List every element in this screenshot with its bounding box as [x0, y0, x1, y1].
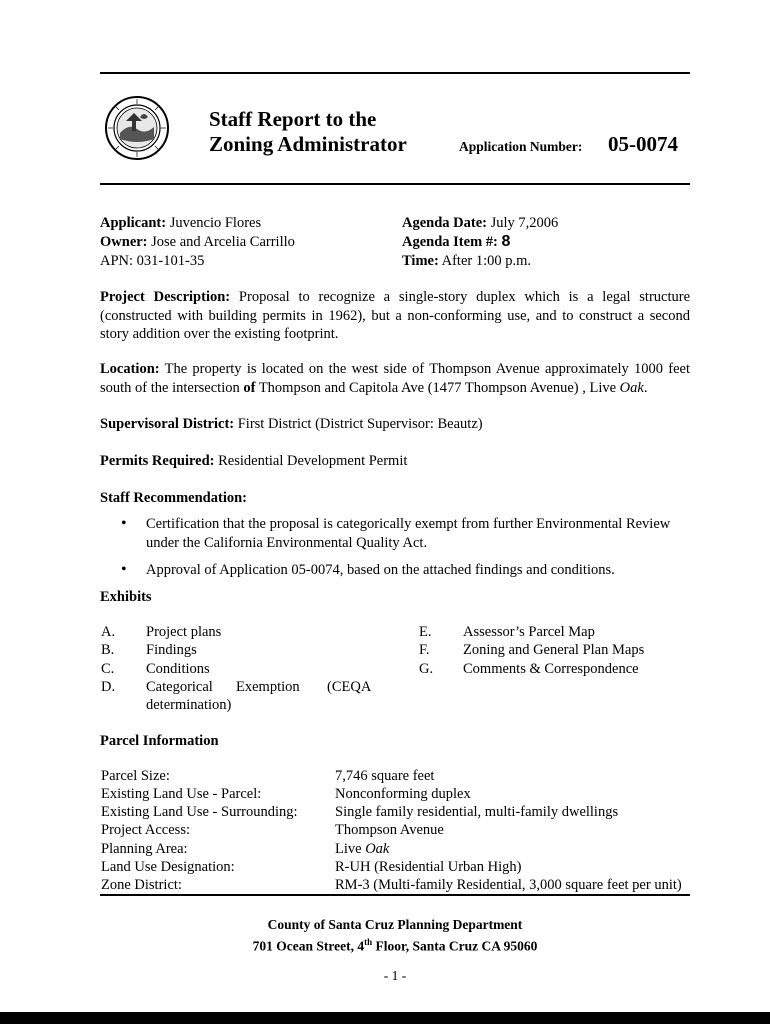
- parcel-information-heading: Parcel Information: [100, 733, 219, 749]
- application-number-label: Application Number:: [459, 139, 583, 154]
- page-number: - 1 -: [383, 968, 407, 983]
- application-number: 05-0074: [608, 132, 678, 156]
- exhibit-letter: E.: [419, 624, 432, 640]
- exhibit-name: Comments & Correspondence: [463, 661, 639, 677]
- exhibit-letter: C.: [101, 661, 115, 677]
- parcel-value: Nonconforming duplex: [335, 786, 471, 802]
- exhibit-name: Categorical: [146, 679, 213, 695]
- exhibit-name: Project plans: [146, 624, 222, 640]
- bullet-1: •: [121, 515, 127, 532]
- parcel-value: RM-3 (Multi-family Residential, 3,000 square feet per unit): [335, 877, 682, 893]
- parcel-label: Project Access:: [101, 822, 190, 838]
- applicant-field: Applicant: Juvencio Flores: [100, 215, 262, 231]
- county-seal-icon: [104, 95, 170, 161]
- parcel-label: Existing Land Use - Parcel:: [101, 786, 262, 802]
- header-bottom-rule: [100, 183, 690, 185]
- footer-address: 701 Ocean Street, 4th Floor, Santa Cruz CA 95060: [252, 937, 538, 954]
- apn-field: APN: 031-101-35: [100, 253, 205, 269]
- exhibit-name: Zoning and General Plan Maps: [463, 642, 645, 658]
- exhibit-letter: G.: [419, 661, 434, 677]
- parcel-value: R-UH (Residential Urban High): [335, 859, 522, 875]
- exhibit-letter: A.: [101, 624, 116, 640]
- header-top-rule: [100, 72, 690, 74]
- recommendation-item-1: Certification that the proposal is categorically exempt from further Environmental Review under the California Environmental Quality Act.: [146, 516, 671, 551]
- parcel-value: Single family residential, multi-family dwellings: [335, 804, 619, 820]
- parcel-value: Thompson Avenue: [335, 822, 444, 838]
- owner-field: Owner: Jose and Arcelia Carrillo: [100, 234, 295, 250]
- parcel-label: Existing Land Use - Surrounding:: [101, 804, 298, 820]
- exhibit-letter: F.: [419, 642, 430, 658]
- permits-required: Permits Required: Residential Development Permit: [100, 453, 408, 469]
- project-description: Project Description: Proposal to recognize a single-story duplex which is a legal structure (constructed with building permits in 1962), but a non-conforming use, and to construct a second story addition over the existing footprint.: [100, 289, 691, 342]
- footer-department: County of Santa Cruz Planning Department: [267, 917, 523, 932]
- time-field: Time: After 1:00 p.m.: [402, 253, 532, 269]
- parcel-label: Planning Area:: [101, 841, 188, 857]
- exhibit-name: Findings: [146, 642, 197, 658]
- parcel-label: Parcel Size:: [101, 768, 170, 784]
- exhibit-letter: B.: [101, 642, 115, 658]
- staff-recommendation-heading: Staff Recommendation:: [100, 490, 247, 506]
- exhibit-name: determination): [146, 697, 232, 713]
- parcel-label: Land Use Designation:: [101, 859, 235, 875]
- exhibit-name: Conditions: [146, 661, 210, 677]
- bullet-2: •: [121, 561, 127, 578]
- supervisorial-district: Supervisoral District: First District (District Supervisor: Beautz): [100, 416, 483, 432]
- recommendation-item-2: Approval of Application 05-0074, based on the attached findings and conditions.: [146, 562, 615, 578]
- location-paragraph: Location: The property is located on the west side of Thompson Avenue approximately 1000 feet south of the intersection of Thompson and Capitola Ave (1477 Thompson Avenue) , Live Oak.: [100, 361, 690, 396]
- exhibit-letter: D.: [101, 679, 116, 695]
- parcel-value: 7,746 square feet: [335, 768, 435, 784]
- parcel-value: Live Oak: [335, 841, 390, 857]
- exhibit-name: Assessor’s Parcel Map: [463, 624, 595, 640]
- report-title-line2: Zoning Administrator: [209, 132, 407, 156]
- parcel-label: Zone District:: [101, 877, 182, 893]
- exhibit-name: Exemption: [236, 679, 300, 695]
- agenda-item-field: Agenda Item #: 8: [402, 233, 511, 250]
- exhibits-heading: Exhibits: [100, 589, 152, 605]
- exhibit-name: (CEQA: [327, 679, 372, 695]
- agenda-date-field: Agenda Date: July 7,2006: [402, 215, 559, 231]
- report-title-line1: Staff Report to the: [209, 107, 377, 131]
- parcel-bottom-rule: [100, 894, 690, 896]
